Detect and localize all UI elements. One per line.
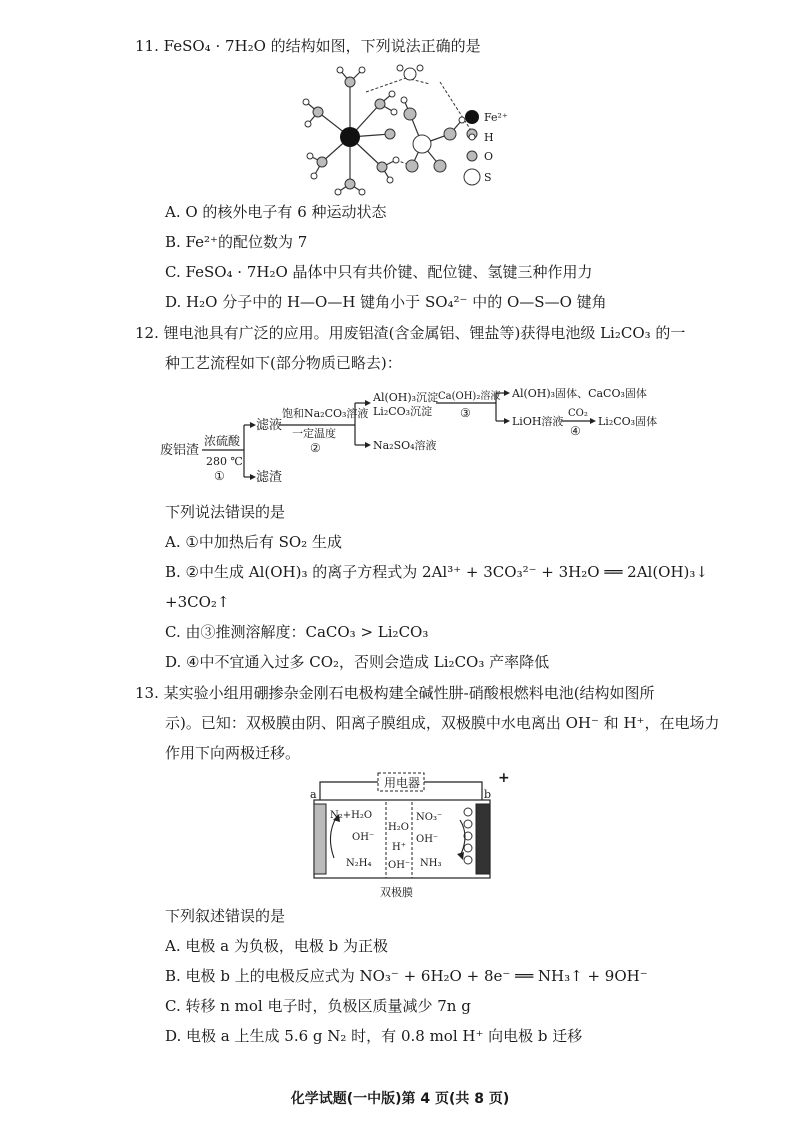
q12-stem-2: 种工艺流程如下(部分物质已略去)： <box>165 354 402 372</box>
q13-option-b: B. 电极 b 上的电极反应式为 NO₃⁻ + 6H₂O + 8e⁻ ══ NH₃↑ + 9OH⁻ <box>165 967 648 985</box>
flow-residue: 滤渣 <box>256 470 283 485</box>
q12-option-b: B. ②中生成 Al(OH)₃ 的离子方程式为 2Al³⁺ + 3CO₃²⁻ + 3H₂O ══ 2Al(OH)₃↓ <box>165 563 708 581</box>
flow-na2so4: Na₂SO₄溶液 <box>373 439 437 452</box>
flow-ppt2: Li₂CO₃沉淀 <box>373 405 433 418</box>
flow-step1: ① <box>214 469 225 483</box>
cell-electrode-b: b <box>484 788 492 801</box>
q12-ask: 下列说法错误的是 <box>165 503 286 521</box>
flow-step2: ② <box>310 441 321 455</box>
q13-cell-diagram <box>300 768 520 903</box>
flow-reagent3: Ca(OH)₂溶液 <box>438 391 501 402</box>
flow-lioh: LiOH溶液 <box>512 415 564 428</box>
legend-fe-icon <box>465 110 479 124</box>
cell-mid-top: H₂O <box>388 822 409 833</box>
cell-electrode-a: a <box>310 788 317 801</box>
flow-cond1: 280 ℃ <box>206 455 243 468</box>
q13-option-a: A. 电极 a 为负极，电极 b 为正极 <box>165 937 388 955</box>
q13-option-c: C. 转移 n mol 电子时，负极区质量减少 7n g <box>165 997 471 1015</box>
cell-membrane-label: 双极膜 <box>380 886 413 899</box>
cell-right-bot: NH₃ <box>420 858 442 869</box>
q11-option-b: B. Fe²⁺的配位数为 7 <box>165 233 308 251</box>
cell-mid-bot: OH⁻ <box>388 860 411 871</box>
q13-stem-1: 13. 某实验小组用硼掺杂金刚石电极构建全碱性肼-硝酸根燃料电池(结构如图所 <box>135 684 655 702</box>
page-footer: 化学试题(一中版)第 4 页(共 8 页) <box>290 1091 510 1107</box>
q11-structure-figure <box>300 62 540 197</box>
svg-text:+: + <box>498 770 510 786</box>
cell-left-bot: N₂H₄ <box>346 858 372 869</box>
flow-reagent1: 浓硫酸 <box>204 434 241 448</box>
q11-option-c: C. FeSO₄ · 7H₂O 晶体中只有共价键、配位键、氢键三种作用力 <box>165 263 593 281</box>
q12-option-a: A. ①中加热后有 SO₂ 生成 <box>165 533 342 551</box>
q13-option-d: D. 电极 a 上生成 5.6 g N₂ 时，有 0.8 mol H⁺ 向电极 b 迁移 <box>165 1027 583 1045</box>
flow-cond2: 一定温度 <box>292 427 336 440</box>
q11-option-a: A. O 的核外电子有 6 种运动状态 <box>165 203 387 221</box>
q12-flowchart <box>160 385 670 495</box>
flow-step4: ④ <box>570 424 581 438</box>
legend-s-icon <box>464 169 480 185</box>
flow-step3: ③ <box>460 406 471 420</box>
cell-right-top: NO₃⁻ <box>416 812 443 823</box>
legend-o-icon <box>467 151 477 161</box>
q12-option-b-cont: +3CO₂↑ <box>165 593 230 611</box>
flow-solids: Al(OH)₃固体、CaCO₃固体 <box>512 387 647 400</box>
q11-stem: 11. FeSO₄ · 7H₂O 的结构如图，下列说法正确的是 <box>135 37 481 55</box>
q11-option-d: D. H₂O 分子中的 H—O—H 键角小于 SO₄²⁻ 中的 O—S—O 键角 <box>165 293 607 311</box>
flow-start: 废铝渣 <box>160 443 200 458</box>
cell-left-mid: OH⁻ <box>352 832 375 843</box>
flow-product: Li₂CO₃固体 <box>598 415 658 428</box>
flow-filtrate: 滤液 <box>256 418 283 433</box>
q12-option-c: C. 由③推测溶解度：CaCO₃ > Li₂CO₃ <box>165 623 429 641</box>
flow-reagent2: 饱和Na₂CO₃溶液 <box>282 407 369 420</box>
legend-fe: Fe²⁺ <box>484 111 508 124</box>
cell-right-mid: OH⁻ <box>416 834 439 845</box>
q12-stem-1: 12. 锂电池具有广泛的应用。用废铝渣(含金属铝、锂盐等)获得电池级 Li₂CO₃ 的一 <box>135 324 686 342</box>
cell-left-top: N₂+H₂O <box>330 810 373 821</box>
legend-h-icon <box>469 134 475 140</box>
legend-s: S <box>484 171 492 184</box>
legend-h: H <box>484 131 494 144</box>
flow-reagent4: CO₂ <box>568 408 588 419</box>
flow-ppt1: Al(OH)₃沉淀 <box>373 391 439 404</box>
q13-stem-3: 作用下向两极迁移。 <box>165 744 301 762</box>
q12-option-d: D. ④中不宜通入过多 CO₂，否则会造成 Li₂CO₃ 产率降低 <box>165 653 550 671</box>
q13-stem-2: 示)。已知：双极膜由阴、阳离子膜组成，双极膜中水电离出 OH⁻ 和 H⁺，在电场力 <box>165 714 720 732</box>
cell-device: 用电器 <box>384 776 421 790</box>
q13-ask: 下列叙述错误的是 <box>165 907 286 925</box>
legend-o: O <box>484 150 494 163</box>
cell-mid-mid: H⁺ <box>392 842 406 853</box>
